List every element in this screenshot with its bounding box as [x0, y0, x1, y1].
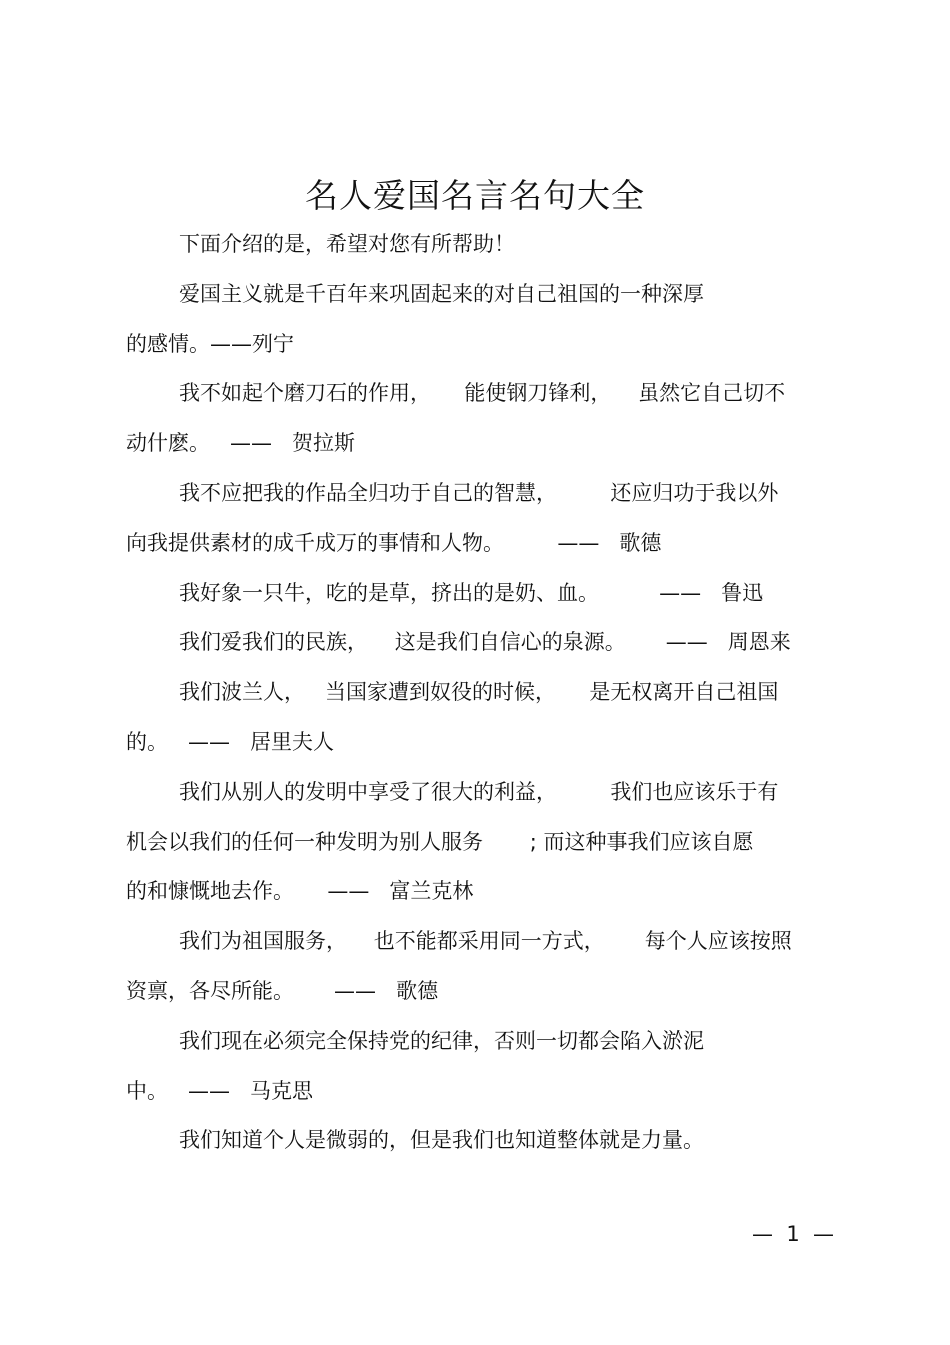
quote-line: 我们波兰人， 当国家遭到奴役的时候， 是无权离开自己祖国: [179, 680, 779, 704]
quote-line: 动什麽。 —— 贺拉斯: [126, 431, 356, 455]
quote-line: 资禀，各尽所能。 —— 歌德: [126, 979, 439, 1003]
quote-line: 机会以我们的任何一种发明为别人服务 ; 而这种事我们应该自愿: [126, 830, 754, 854]
quote-line: 的。 —— 居里夫人: [126, 730, 335, 754]
quote-line: 我们从别人的发明中享受了很大的利益， 我们也应该乐于有: [179, 780, 779, 804]
quote-line: 爱国主义就是千百年来巩固起来的对自己祖国的一种深厚: [179, 282, 704, 306]
quote-line: 我们知道个人是微弱的，但是我们也知道整体就是力量。: [179, 1128, 704, 1152]
quote-line: 向我提供素材的成千成万的事情和人物。 —— 歌德: [126, 531, 662, 555]
quote-line: 中。 —— 马克思: [126, 1079, 314, 1103]
intro-line: 下面介绍的是，希望对您有所帮助！: [179, 232, 515, 256]
quote-line: 我不如起个磨刀石的作用， 能使钢刀锋利， 虽然它自己切不: [179, 381, 786, 405]
quote-line: 我好象一只牛，吃的是草，挤出的是奶、血。 —— 鲁迅: [179, 581, 764, 605]
quote-line: 我不应把我的作品全归功于自己的智慧， 还应归功于我以外: [179, 481, 779, 505]
quote-line: 我们现在必须完全保持党的纪律，否则一切都会陷入淤泥: [179, 1029, 704, 1053]
quote-line: 我们爱我们的民族， 这是我们自信心的泉源。 —— 周恩来: [179, 630, 791, 654]
document-title: 名人爱国名言名句大全: [305, 176, 645, 215]
quote-line: 的和慷慨地去作。 —— 富兰克林: [126, 879, 474, 903]
page-number: — 1 —: [752, 1222, 835, 1246]
quote-line: 的感情。——列宁: [126, 332, 294, 356]
quote-line: 我们为祖国服务， 也不能都采用同一方式， 每个人应该按照: [179, 929, 792, 953]
